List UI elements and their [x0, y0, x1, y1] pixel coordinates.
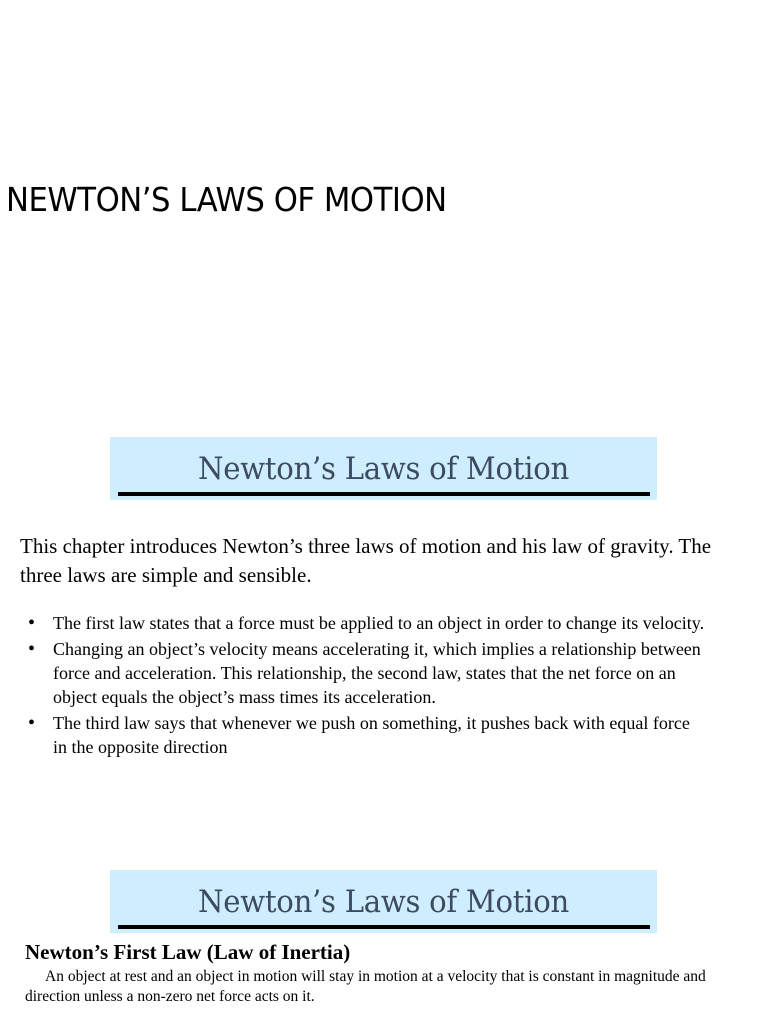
slide-1-header	[110, 437, 657, 500]
list-item	[28, 637, 708, 709]
slide-1-header-underline	[118, 492, 650, 496]
slide-2-header-underline	[118, 925, 650, 929]
chapter-intro-paragraph: This chapter introduces Newton’s three laws of motion and his law of gravity. The three laws are simple and sensible.	[20, 534, 712, 587]
bullet-icon: •	[28, 638, 36, 660]
slide-2-header-text: Newton’s Laws of Motion	[198, 884, 569, 920]
document-title: NEWTON’S LAWS OF MOTION	[6, 180, 447, 219]
list-item	[28, 711, 708, 759]
bullet-text-second-law: Changing an object’s velocity means accelerating it, which implies a relationship between force and acceleration. This relationship, the second law, states that the net force on an object equals the object’s mass times its acceleration.	[53, 639, 701, 707]
first-law-heading: Newton’s First Law (Law of Inertia)	[25, 940, 351, 964]
laws-bullet-list	[28, 611, 708, 761]
bullet-text-first-law: The first law states that a force must be applied to an object in order to change its velocity.	[53, 613, 705, 633]
list-item	[28, 611, 708, 635]
slide-1-header-text: Newton’s Laws of Motion	[198, 451, 569, 487]
first-law-description: An object at rest and an object in motion will stay in motion at a velocity that is constant in magnitude and direction unless a non-zero net force acts on it.	[25, 968, 706, 1005]
slide-2-header	[110, 870, 657, 933]
bullet-icon: •	[28, 612, 36, 634]
bullet-icon: •	[28, 712, 36, 734]
bullet-text-third-law: The third law says that whenever we push on something, it pushes back with equal force in the opposite direction	[53, 713, 690, 757]
